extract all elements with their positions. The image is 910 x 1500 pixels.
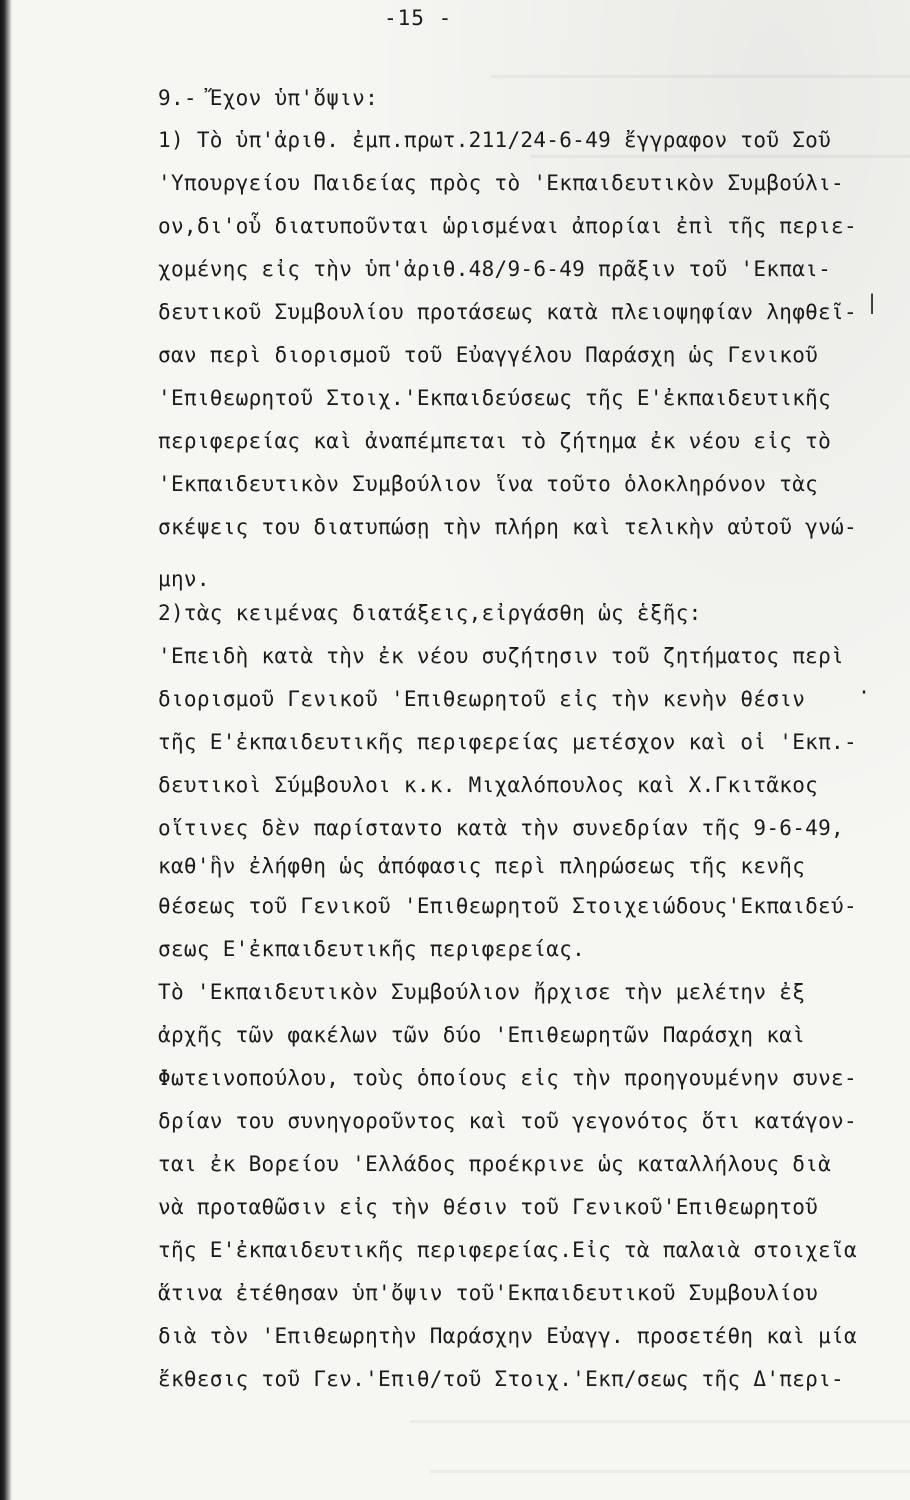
text-line: δρίαν του συνηγοροῦντος καὶ τοῦ γεγονότος ὅτι κατάγον- xyxy=(158,1109,857,1133)
text-line: 1) Τὸ ὑπ'ἀριθ. ἐμπ.πρωτ.211/24-6-49 ἔγγραφον τοῦ Σοῦ xyxy=(158,128,832,152)
bleed-through-trace xyxy=(410,1420,910,1423)
text-line: 'Εκπαιδευτικὸν Συμβούλιον ἵνα τοῦτο ὁλοκληρόνον τὰς xyxy=(158,472,819,496)
text-line: μην. xyxy=(158,567,210,591)
bleed-through-trace xyxy=(530,155,910,158)
text-line: σεως Ε'ἐκπαιδευτικῆς περιφερείας. xyxy=(158,937,586,961)
text-line: ται ἐκ Βορείου 'Ελλάδος προέκρινε ὡς καταλλήλους διὰ xyxy=(158,1152,832,1176)
text-line: τῆς Ε'ἐκπαιδευτικῆς περιφερείας μετέσχον καὶ οἱ 'Εκπ.- xyxy=(158,730,857,754)
text-line: 9.- Ἔχον ὑπ'ὄψιν: xyxy=(158,86,379,110)
text-line: Φωτεινοπούλου, τοὺς ὁποίους εἰς τὴν προηγουμένην συνε- xyxy=(158,1066,857,1090)
text-line: ἀρχῆς τῶν φακέλων τῶν δύο 'Επιθεωρητῶν Παράσχη καὶ xyxy=(158,1023,806,1047)
margin-mark: | xyxy=(866,290,879,314)
text-line: ον,δι'οὗ διατυποῦνται ὡρισμέναι ἀπορίαι ἐπὶ τῆς περιε- xyxy=(158,214,857,238)
text-line: σκέψεις του διατυπώσῃ τὴν πλήρη καὶ τελικὴν αὐτοῦ γνώ- xyxy=(158,515,857,539)
text-line: 2)τὰς κειμένας διατάξεις,εἰργάσθη ὡς ἑξῆς: xyxy=(158,601,702,625)
page-number: -15 - xyxy=(384,6,453,30)
text-line: θέσεως τοῦ Γενικοῦ 'Επιθεωρητοῦ Στοιχειώδους'Εκπαιδεύ- xyxy=(158,894,857,918)
text-line: τῆς Ε'ἐκπαιδευτικῆς περιφερείας.Εἰς τὰ παλαιὰ στοιχεῖα xyxy=(158,1238,857,1262)
text-line: 'Επιθεωρητοῦ Στοιχ.'Εκπαιδεύσεως τῆς Ε'ἐκπαιδευτικῆς xyxy=(158,386,832,410)
bleed-through-trace xyxy=(490,75,910,78)
text-line: δευτικοῦ Συμβουλίου προτάσεως κατὰ πλειοψηφίαν ληφθεῖ- xyxy=(158,300,857,324)
bleed-through-trace xyxy=(430,1470,910,1473)
text-line: 'Υπουργείου Παιδείας πρὸς τὸ 'Εκπαιδευτικὸν Συμβούλι- xyxy=(158,171,844,195)
text-line: νὰ προταθῶσιν εἰς τὴν θέσιν τοῦ Γενικοῦ'Επιθεωρητοῦ xyxy=(158,1195,819,1219)
text-line: σαν περὶ διορισμοῦ τοῦ Εὐαγγέλου Παράσχη ὡς Γενικοῦ xyxy=(158,343,819,367)
text-line: δευτικοὶ Σύμβουλοι κ.κ. Μιχαλόπουλος καὶ Χ.Γκιτᾶκος xyxy=(158,773,819,797)
text-line: οἵτινες δὲν παρίσταντο κατὰ τὴν συνεδρίαν τῆς 9-6-49, xyxy=(158,816,844,840)
text-line: διὰ τὸν 'Επιθεωρητὴν Παράσχην Εὐαγγ. προσετέθη καὶ μία xyxy=(158,1324,857,1348)
text-line: περιφερείας καὶ ἀναπέμπεται τὸ ζήτημα ἐκ νέου εἰς τὸ xyxy=(158,429,832,453)
text-line: χομένης εἰς τὴν ὑπ'ἀριθ.48/9-6-49 πρᾶξιν τοῦ 'Εκπαι- xyxy=(158,257,832,281)
text-line: Τὸ 'Εκπαιδευτικὸν Συμβούλιον ἤρχισε τὴν μελέτην ἐξ xyxy=(158,980,806,1004)
text-line: διορισμοῦ Γενικοῦ 'Επιθεωρητοῦ εἰς τὴν κενὴν θέσιν xyxy=(158,687,806,711)
margin-mark: · xyxy=(858,680,871,704)
text-line: ἅτινα ἐτέθησαν ὑπ'ὄψιν τοῦ'Εκπαιδευτικοῦ Συμβουλίου xyxy=(158,1281,819,1305)
text-line: καθ'ἣν ἐλήφθη ὡς ἀπόφασις περὶ πληρώσεως τῆς κενῆς xyxy=(158,854,806,878)
text-line: 'Επειδὴ κατὰ τὴν ἐκ νέου συζήτησιν τοῦ ζητήματος περὶ xyxy=(158,644,844,668)
text-line: ἔκθεσις τοῦ Γεν.'Επιθ/τοῦ Στοιχ.'Εκπ/σεως τῆς Δ'περι- xyxy=(158,1367,844,1391)
